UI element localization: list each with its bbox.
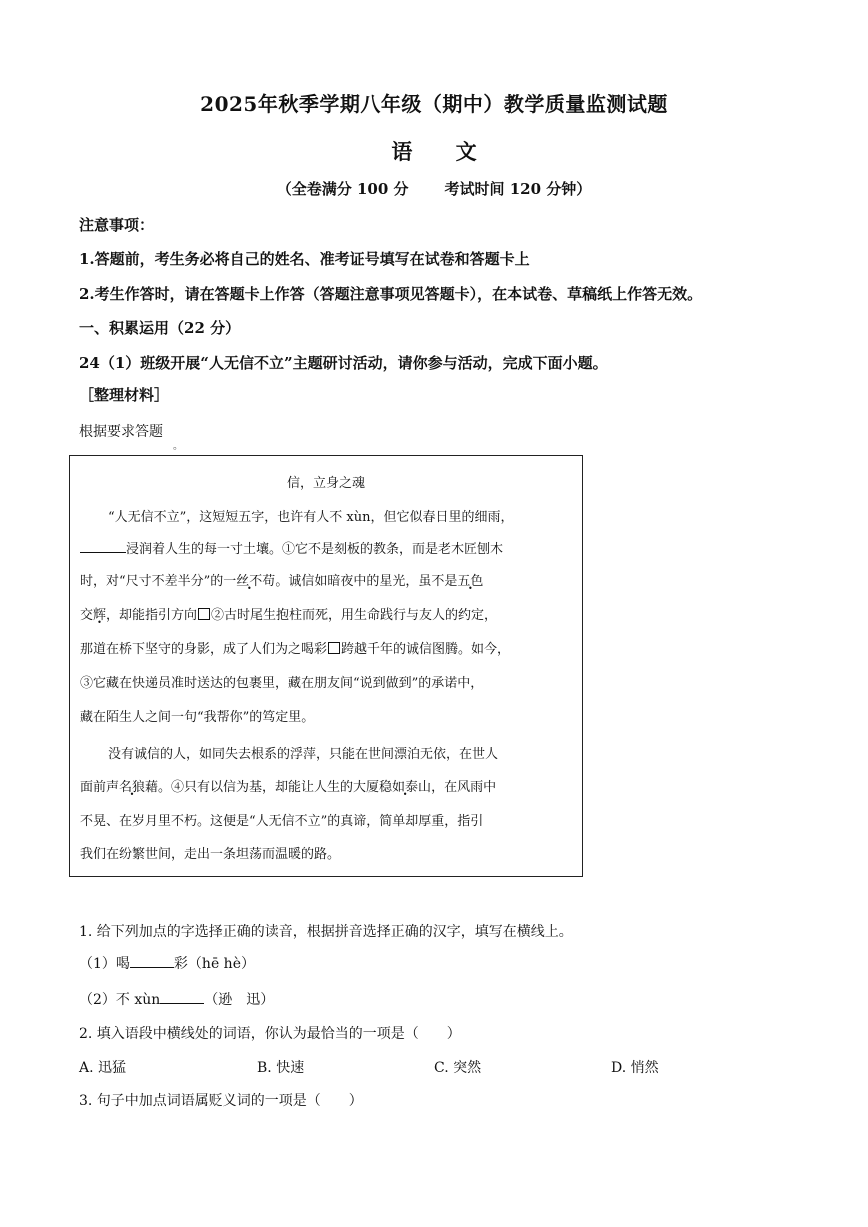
- dotted-word-wuse: 五色: [457, 574, 484, 589]
- passage-title: 信，立身之魂: [286, 476, 365, 491]
- option-d[interactable]: D. 悄然: [611, 1060, 659, 1076]
- passage-text: 跨越千年的诚信图腾。如今，: [341, 642, 511, 657]
- punctuation-box: [198, 608, 210, 620]
- passage-text: 那道在桥下坚守的身影，成了人们为之喝彩: [80, 642, 328, 657]
- notes-heading: 注意事项：: [79, 216, 155, 234]
- passage-text: ，却能指引方向: [106, 608, 198, 623]
- notes-item-1: 1.答题前，考生务必将自己的姓名、准考证号填写在试卷和答题卡上: [79, 250, 530, 268]
- dotted-word-shengmingjieji: 声名狼藉: [106, 780, 159, 795]
- passage-line: [80, 538, 503, 557]
- question-1-2: [79, 989, 274, 1009]
- punctuation-box: [328, 642, 340, 654]
- passage-line: [80, 638, 510, 657]
- question-text: （1）喝: [79, 956, 130, 972]
- passage-line: [80, 570, 483, 589]
- instruction-text: 根据要求答题: [79, 424, 163, 440]
- question-1: 1. 给下列加点的字选择正确的读音，根据拼音选择正确的汉字，填写在横线上。: [79, 924, 573, 940]
- option-c[interactable]: C. 突然: [434, 1060, 482, 1076]
- option-b[interactable]: B. 快速: [257, 1060, 305, 1076]
- passage-line: 我们在纷繁世间，走出一条坦荡而温暖的路。: [80, 847, 341, 862]
- task-intro: 24（1）班级开展“人无信不立”主题研讨活动，请你参与活动，完成下面小题。: [79, 354, 608, 372]
- option-a[interactable]: A. 迅猛: [79, 1060, 127, 1076]
- fill-blank: [80, 540, 126, 553]
- dotted-char-hui: 辉: [93, 608, 107, 623]
- passage-line: [80, 604, 497, 623]
- passage-line: 没有诚信的人，如同失去根系的浮萍，只能在世间漂泊无依，在世人: [108, 747, 499, 762]
- exam-meta: [0, 178, 868, 199]
- passage-line: 藏在陌生人之间一句“我帮你”的笃定里。: [80, 710, 315, 725]
- passage-text: 。④只有以信为基，却能让人生的大厦: [158, 780, 380, 795]
- dotted-word-yisibugou: 一丝不苟: [223, 574, 276, 589]
- notes-item-2: 2.考生作答时，请在答题卡上作答（答题注意事项见答题卡），在本试卷、草稿纸上作答无效。: [79, 285, 703, 303]
- small-mark: 。: [173, 441, 183, 452]
- passage-box: [69, 455, 583, 877]
- full-score: （全卷满分 100 分: [276, 180, 409, 198]
- material-heading: ［整理材料］: [79, 386, 170, 404]
- exam-time: 考试时间 120 分钟）: [444, 180, 592, 198]
- question-text: （2）不 xùn: [79, 992, 161, 1008]
- question-text: （逊 迅）: [204, 992, 275, 1008]
- passage-text: 时，对“尺寸不差半分”的: [80, 574, 224, 589]
- passage-text: 。诚信如暗夜中的星光，虽不是: [275, 574, 458, 589]
- question-text: 彩（hē hè）: [173, 956, 255, 972]
- subject-title: 语 文: [391, 139, 495, 164]
- passage-line: [80, 776, 496, 795]
- passage-text: 面前: [80, 780, 107, 795]
- question-1-1: [79, 953, 255, 973]
- passage-text: 交: [80, 608, 94, 623]
- section-heading: 一、积累运用（22 分）: [79, 319, 241, 337]
- question-3: 3. 句子中加点词语属贬义词的一项是（ ）: [79, 1093, 363, 1109]
- passage-line: 不晃、在岁月里不朽。这便是“人无信不立”的真谛，简单却厚重，指引: [80, 814, 484, 829]
- dotted-word-wenrutaishan: 稳如泰山: [379, 780, 432, 795]
- passage-line: ③它藏在快递员准时送达的包裹里，藏在朋友间“说到做到”的承诺中，: [80, 676, 484, 691]
- passage-text: ②古时尾生抱柱而死，用生命践行与友人的约定，: [211, 608, 498, 623]
- passage-text: 浸润着人生的每一寸土壤。①它不是刻板的教条，而是老木匠刨木: [126, 542, 504, 557]
- passage-text: ，在风雨中: [431, 780, 497, 795]
- question-2: 2. 填入语段中横线处的词语，你认为最恰当的一项是（ ）: [79, 1026, 461, 1042]
- answer-blank[interactable]: [160, 990, 204, 1004]
- paper-title: 2025年秋季学期八年级（期中）教学质量监测试题: [200, 92, 668, 116]
- answer-blank[interactable]: [130, 954, 174, 968]
- passage-line: “人无信不立”，这短短五字，也许有人不 xùn，但它似春日里的细雨，: [108, 510, 514, 525]
